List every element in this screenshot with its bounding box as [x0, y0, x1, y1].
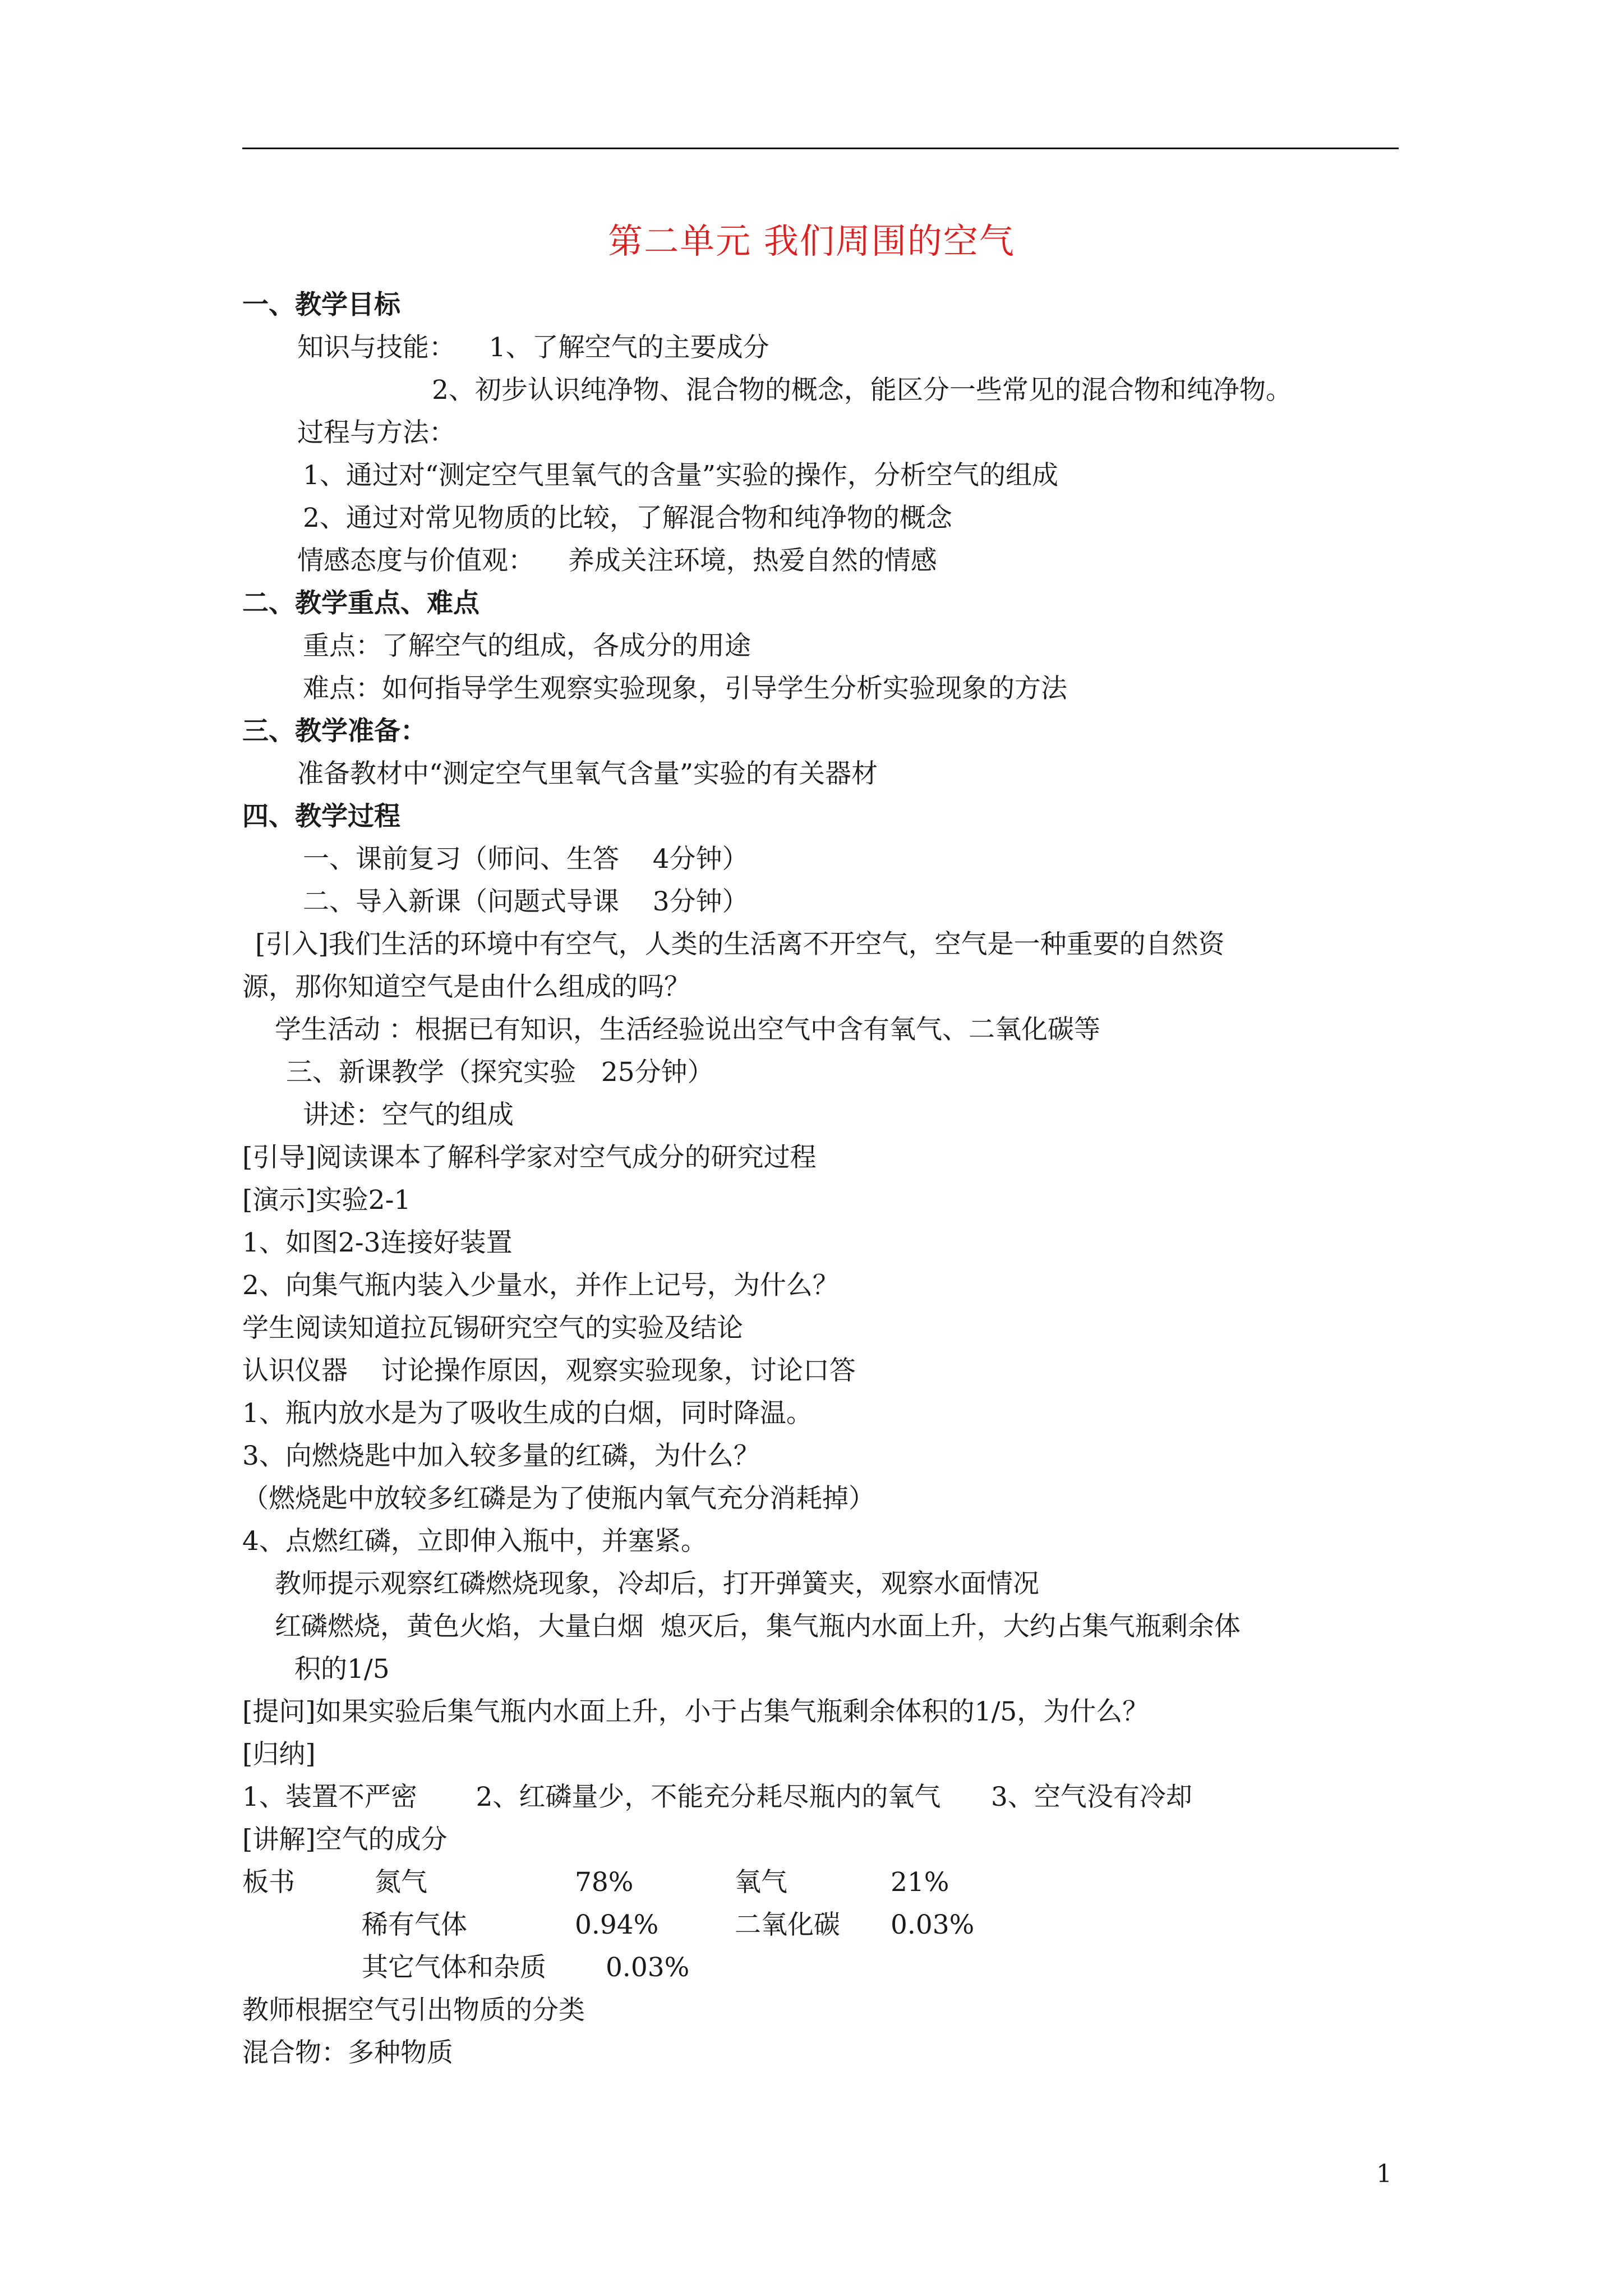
text-line: 二、导入新课（问题式导课 3分钟）	[303, 886, 749, 917]
text-line: 2、通过对常见物质的比较，了解混合物和纯净物的概念	[303, 503, 952, 533]
text-line: 2、初步认识纯净物、混合物的概念，能区分一些常见的混合物和纯净物。	[432, 375, 1292, 406]
text-line: 情感态度与价值观： 养成关注环境，热爱自然的情感	[297, 545, 937, 576]
text-line: 1、瓶内放水是为了吸收生成的白烟，同时降温。	[242, 1398, 813, 1429]
text-line: 学生活动 ：根据已有知识，生活经验说出空气中含有氧气、二氧化碳等	[275, 1014, 1100, 1045]
text-line: [归纳]	[242, 1739, 316, 1770]
board-cell: 氧气	[735, 1867, 787, 1898]
text-line: 源，那你知道空气是由什么组成的吗？	[242, 972, 690, 1002]
text-line: [演示]实验2-1	[242, 1185, 411, 1216]
heading-objectives: 一、教学目标	[242, 289, 400, 320]
text-line: 积的1/5	[294, 1654, 390, 1685]
page-number: 1	[1376, 2160, 1392, 2188]
header-rule	[242, 148, 1399, 149]
board-cell: 78%	[575, 1867, 634, 1898]
board-cell: 氮气	[375, 1867, 427, 1898]
board-cell: 0.03%	[891, 1910, 975, 1940]
text-line: [引入]我们生活的环境中有空气，人类的生活离不开空气，空气是一种重要的自然资	[255, 929, 1225, 960]
board-cell: 0.03%	[606, 1952, 690, 1983]
text-line: 红磷燃烧，黄色火焰，大量白烟 熄灭后，集气瓶内水面上升，大约占集气瓶剩余体	[275, 1611, 1241, 1642]
text-line: 1、如图2-3连接好装置	[242, 1227, 513, 1258]
text-line: 1、装置不严密 2、红磷量少，不能充分耗尽瓶内的氧气 3、空气没有冷却	[242, 1782, 1192, 1812]
board-cell: 稀有气体	[362, 1910, 467, 1940]
text-line: 过程与方法：	[297, 417, 455, 448]
text-line: 1、通过对“测定空气里氧气的含量”实验的操作，分析空气的组成	[303, 460, 1058, 491]
text-line: [讲解]空气的成分	[242, 1824, 448, 1855]
text-line: 难点：如何指导学生观察实验现象，引导学生分析实验现象的方法	[303, 673, 1067, 704]
board-cell: 二氧化碳	[735, 1910, 840, 1940]
board-cell: 其它气体和杂质	[362, 1952, 546, 1983]
board-cell: 21%	[891, 1867, 949, 1898]
text-line: 知识与技能： 1、了解空气的主要成分	[297, 332, 769, 363]
text-line: 三、新课教学（探究实验 25分钟）	[286, 1057, 714, 1088]
text-line: 教师根据空气引出物质的分类	[242, 1995, 585, 2026]
heading-process: 四、教学过程	[242, 801, 400, 832]
text-line: [引导]阅读课本了解科学家对空气成分的研究过程	[242, 1142, 817, 1173]
text-line: （燃烧匙中放较多红磷是为了使瓶内氧气充分消耗掉）	[242, 1483, 875, 1514]
board-label: 板书	[242, 1867, 295, 1898]
text-line: 准备教材中“测定空气里氧气含量”实验的有关器材	[297, 758, 878, 789]
text-line: [提问]如果实验后集气瓶内水面上升，小于占集气瓶剩余体积的1/5，为什么？	[242, 1696, 1149, 1727]
text-line: 4、点燃红磷，立即伸入瓶中，并塞紧。	[242, 1526, 707, 1557]
board-cell: 0.94%	[575, 1910, 659, 1940]
text-line: 讲述：空气的组成	[303, 1099, 514, 1130]
text-line: 2、向集气瓶内装入少量水，并作上记号，为什么？	[242, 1270, 839, 1301]
text-line: 重点：了解空气的组成，各成分的用途	[303, 631, 751, 661]
text-line: 教师提示观察红磷燃烧现象，冷却后，打开弹簧夹，观察水面情况	[275, 1568, 1039, 1599]
text-line: 3、向燃烧匙中加入较多量的红磷，为什么？	[242, 1441, 760, 1471]
heading-key-points: 二、教学重点、难点	[242, 588, 479, 619]
text-line: 学生阅读知道拉瓦锡研究空气的实验及结论	[242, 1313, 743, 1343]
text-line: 认识仪器 讨论操作原因，观察实验现象，讨论口答	[242, 1355, 856, 1386]
document-title: 第二单元 我们周围的空气	[608, 220, 1015, 261]
heading-preparation: 三、教学准备：	[242, 716, 427, 747]
text-line: 一、课前复习（师问、生答 4分钟）	[303, 844, 749, 875]
text-line: 混合物：多种物质	[242, 2037, 453, 2068]
